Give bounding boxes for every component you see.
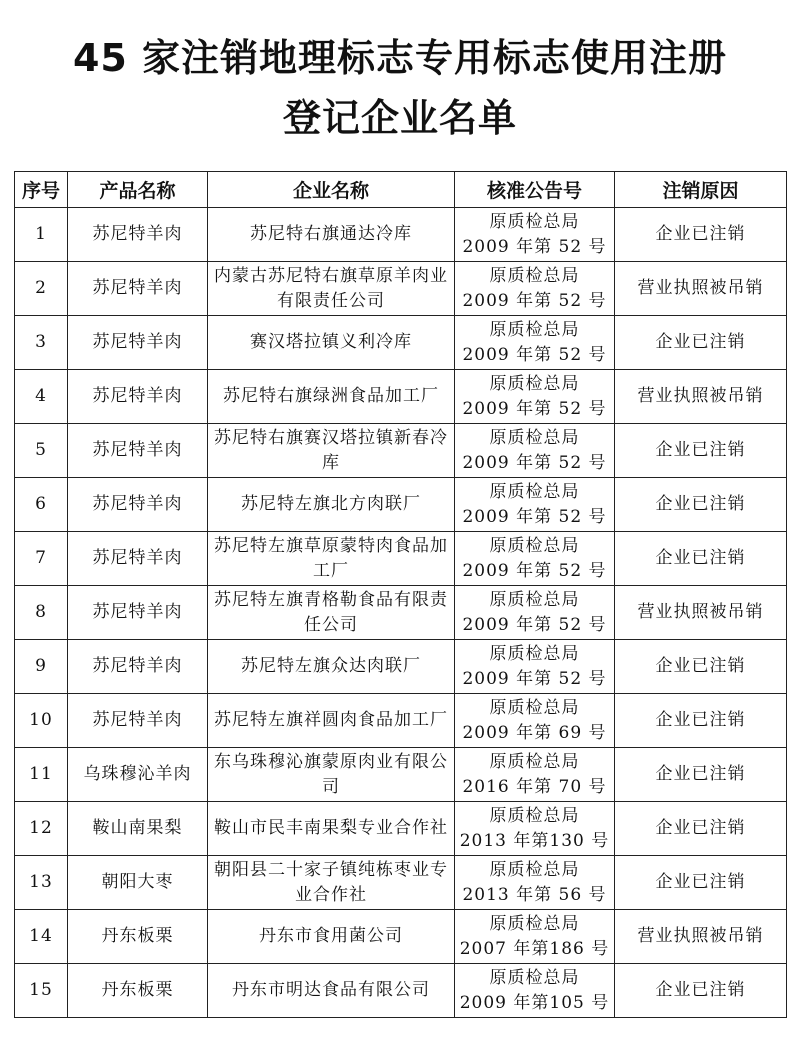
cell-product: 苏尼特羊肉 xyxy=(68,478,208,532)
cell-seq: 12 xyxy=(15,802,68,856)
cell-company: 苏尼特右旗绿洲食品加工厂 xyxy=(208,370,455,424)
cell-company: 苏尼特左旗北方肉联厂 xyxy=(208,478,455,532)
cell-company: 苏尼特左旗青格勒食品有限责任公司 xyxy=(208,586,455,640)
table-row xyxy=(15,370,787,424)
announcement-authority: 原质检总局 xyxy=(489,859,580,880)
cell-reason: 企业已注销 xyxy=(615,748,787,802)
table-row xyxy=(15,694,787,748)
table-header-row xyxy=(15,172,787,208)
cell-announcement xyxy=(455,532,615,586)
cell-product: 鞍山南果梨 xyxy=(68,802,208,856)
cell-announcement xyxy=(455,964,615,1018)
announcement-number: 2009 年第 52 号 xyxy=(462,668,607,689)
cell-seq: 2 xyxy=(15,262,68,316)
cell-product: 苏尼特羊肉 xyxy=(68,586,208,640)
header-announcement: 核准公告号 xyxy=(455,172,615,208)
cell-company: 朝阳县二十家子镇纯栋枣业专业合作社 xyxy=(208,856,455,910)
cell-company: 东乌珠穆沁旗蒙原肉业有限公司 xyxy=(208,748,455,802)
cell-announcement xyxy=(455,478,615,532)
announcement-number: 2009 年第 52 号 xyxy=(462,398,607,419)
cell-announcement xyxy=(455,424,615,478)
document-title-line2: 登记企业名单 xyxy=(282,96,517,140)
cell-announcement xyxy=(455,748,615,802)
cell-seq: 1 xyxy=(15,208,68,262)
announcement-authority: 原质检总局 xyxy=(489,643,580,664)
announcement-authority: 原质检总局 xyxy=(489,319,580,340)
header-product: 产品名称 xyxy=(68,172,208,208)
announcement-authority: 原质检总局 xyxy=(489,589,580,610)
cell-product: 丹东板栗 xyxy=(68,964,208,1018)
cell-seq: 9 xyxy=(15,640,68,694)
table-row xyxy=(15,802,787,856)
cell-company: 赛汉塔拉镇义利冷库 xyxy=(208,316,455,370)
announcement-number: 2016 年第 70 号 xyxy=(462,776,607,797)
cell-announcement xyxy=(455,856,615,910)
announcement-authority: 原质检总局 xyxy=(489,805,580,826)
cell-product: 苏尼特羊肉 xyxy=(68,262,208,316)
cell-seq: 15 xyxy=(15,964,68,1018)
cell-reason: 企业已注销 xyxy=(615,478,787,532)
announcement-number: 2009 年第 52 号 xyxy=(462,560,607,581)
cell-product: 丹东板栗 xyxy=(68,910,208,964)
cell-seq: 5 xyxy=(15,424,68,478)
announcement-number: 2009 年第105 号 xyxy=(459,992,610,1013)
table-row xyxy=(15,964,787,1018)
table-row xyxy=(15,748,787,802)
cell-seq: 14 xyxy=(15,910,68,964)
announcement-authority: 原质检总局 xyxy=(489,481,580,502)
table-row xyxy=(15,208,787,262)
cell-reason: 营业执照被吊销 xyxy=(615,370,787,424)
cell-reason: 企业已注销 xyxy=(615,694,787,748)
cell-reason: 企业已注销 xyxy=(615,640,787,694)
announcement-authority: 原质检总局 xyxy=(489,751,580,772)
cell-reason: 企业已注销 xyxy=(615,532,787,586)
cell-company: 苏尼特右旗通达冷库 xyxy=(208,208,455,262)
cell-product: 苏尼特羊肉 xyxy=(68,424,208,478)
announcement-authority: 原质检总局 xyxy=(489,697,580,718)
cell-seq: 10 xyxy=(15,694,68,748)
announcement-number: 2013 年第130 号 xyxy=(459,830,610,851)
cell-company: 丹东市明达食品有限公司 xyxy=(208,964,455,1018)
cell-announcement xyxy=(455,910,615,964)
cell-product: 苏尼特羊肉 xyxy=(68,640,208,694)
document-title-line1: 45 家注销地理标志专用标志使用注册 xyxy=(72,36,728,80)
cell-seq: 8 xyxy=(15,586,68,640)
header-seq: 序号 xyxy=(15,172,68,208)
announcement-number: 2009 年第 52 号 xyxy=(462,452,607,473)
announcement-number: 2009 年第 52 号 xyxy=(462,614,607,635)
announcement-authority: 原质检总局 xyxy=(489,967,580,988)
cell-product: 乌珠穆沁羊肉 xyxy=(68,748,208,802)
cell-product: 苏尼特羊肉 xyxy=(68,370,208,424)
announcement-authority: 原质检总局 xyxy=(489,535,580,556)
announcement-number: 2007 年第186 号 xyxy=(459,938,610,959)
cell-announcement xyxy=(455,262,615,316)
table-row xyxy=(15,478,787,532)
cell-seq: 6 xyxy=(15,478,68,532)
cell-announcement xyxy=(455,802,615,856)
cell-product: 苏尼特羊肉 xyxy=(68,694,208,748)
cell-reason: 企业已注销 xyxy=(615,802,787,856)
header-company: 企业名称 xyxy=(208,172,455,208)
announcement-authority: 原质检总局 xyxy=(489,427,580,448)
cell-reason: 企业已注销 xyxy=(615,964,787,1018)
cell-reason: 营业执照被吊销 xyxy=(615,910,787,964)
announcement-number: 2009 年第 52 号 xyxy=(462,506,607,527)
cell-announcement xyxy=(455,640,615,694)
header-reason: 注销原因 xyxy=(615,172,787,208)
cell-company: 苏尼特右旗赛汉塔拉镇新春冷库 xyxy=(208,424,455,478)
announcement-authority: 原质检总局 xyxy=(489,211,580,232)
cell-reason: 营业执照被吊销 xyxy=(615,586,787,640)
cell-announcement xyxy=(455,316,615,370)
cell-announcement xyxy=(455,208,615,262)
announcement-number: 2009 年第 69 号 xyxy=(462,722,607,743)
cell-product: 朝阳大枣 xyxy=(68,856,208,910)
table-row xyxy=(15,586,787,640)
table-row xyxy=(15,262,787,316)
cell-product: 苏尼特羊肉 xyxy=(68,316,208,370)
announcement-number: 2013 年第 56 号 xyxy=(462,884,607,905)
table-row xyxy=(15,856,787,910)
cell-announcement xyxy=(455,586,615,640)
table-row xyxy=(15,532,787,586)
cell-seq: 13 xyxy=(15,856,68,910)
cell-product: 苏尼特羊肉 xyxy=(68,208,208,262)
announcement-number: 2009 年第 52 号 xyxy=(462,344,607,365)
table-row xyxy=(15,424,787,478)
cell-seq: 3 xyxy=(15,316,68,370)
cell-seq: 4 xyxy=(15,370,68,424)
cell-company: 内蒙古苏尼特右旗草原羊肉业有限责任公司 xyxy=(208,262,455,316)
cell-announcement xyxy=(455,370,615,424)
cell-company: 苏尼特左旗草原蒙特肉食品加工厂 xyxy=(208,532,455,586)
cell-company: 苏尼特左旗祥圆肉食品加工厂 xyxy=(208,694,455,748)
cell-company: 苏尼特左旗众达肉联厂 xyxy=(208,640,455,694)
cell-company: 鞍山市民丰南果梨专业合作社 xyxy=(208,802,455,856)
cell-reason: 企业已注销 xyxy=(615,424,787,478)
table-row xyxy=(15,910,787,964)
cell-company: 丹东市食用菌公司 xyxy=(208,910,455,964)
enterprise-list-table xyxy=(14,171,787,1018)
cell-product: 苏尼特羊肉 xyxy=(68,532,208,586)
announcement-authority: 原质检总局 xyxy=(489,913,580,934)
table-row xyxy=(15,316,787,370)
table-row xyxy=(15,640,787,694)
announcement-authority: 原质检总局 xyxy=(489,265,580,286)
announcement-number: 2009 年第 52 号 xyxy=(462,290,607,311)
cell-seq: 11 xyxy=(15,748,68,802)
cell-reason: 企业已注销 xyxy=(615,856,787,910)
cell-reason: 营业执照被吊销 xyxy=(615,262,787,316)
cell-reason: 企业已注销 xyxy=(615,208,787,262)
cell-reason: 企业已注销 xyxy=(615,316,787,370)
announcement-authority: 原质检总局 xyxy=(489,373,580,394)
announcement-number: 2009 年第 52 号 xyxy=(462,236,607,257)
cell-announcement xyxy=(455,694,615,748)
cell-seq: 7 xyxy=(15,532,68,586)
